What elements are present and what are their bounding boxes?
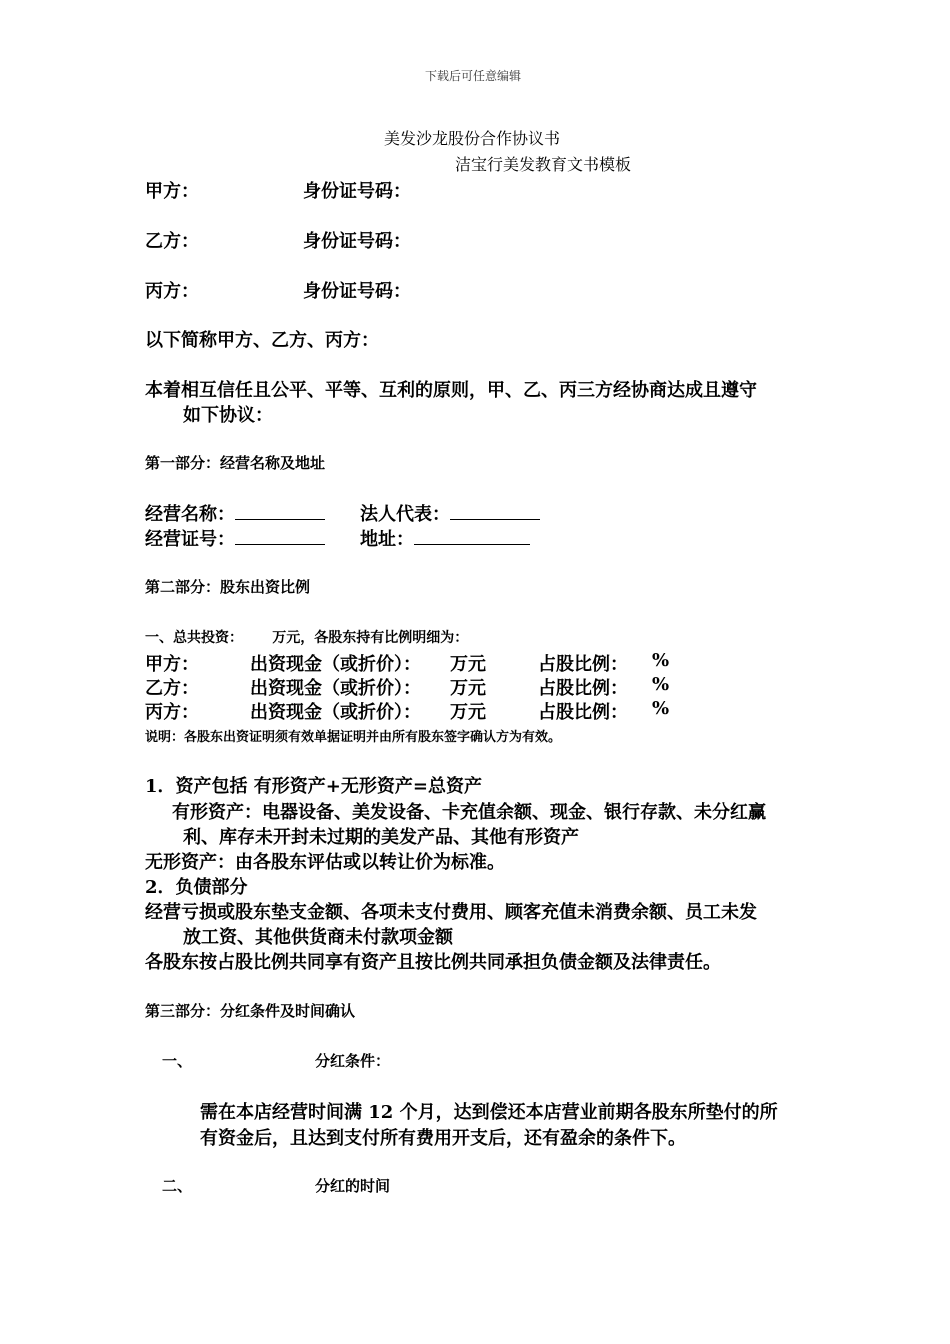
dividend-condition-line-1: 需在本店经营时间满 12 个月，达到偿还本店营业前期各股东所垫付的所: [200, 1102, 778, 1123]
document-subtitle: 洁宝行美发教育文书模板: [455, 155, 632, 174]
tangible-assets-line-2: 利、库存未开封未过期的美发产品、其他有形资产: [183, 827, 579, 848]
share-row-b-unit: 万元: [450, 678, 486, 699]
legal-rep-blank: [450, 504, 540, 520]
part1-title: 第一部分：经营名称及地址: [145, 454, 326, 472]
liabilities-line-1: 经营亏损或股东垫支金额、各项未支付费用、顾客充值未消费余额、员工未发: [145, 902, 757, 923]
address-row: [360, 525, 530, 551]
share-row-a-pct: %: [652, 650, 670, 671]
address-label: 地址：: [360, 529, 414, 550]
share-row-c-unit: 万元: [450, 702, 486, 723]
share-row-a-party: 甲方：: [145, 654, 199, 675]
license-label: 经营证号：: [145, 529, 235, 550]
party-b-label: 乙方：: [145, 231, 199, 252]
share-row-c-ratio: 占股比例：: [538, 702, 628, 723]
intangible-assets-line: 无形资产：由各股东评估或以转让价为标准。: [145, 852, 505, 873]
share-row-c-cash: 出资现金（或折价）：: [250, 702, 421, 723]
party-a-label: 甲方：: [145, 181, 199, 202]
party-a-id-label: 身份证号码：: [303, 181, 411, 202]
assets-item-title: 1．资产包括 有形资产+无形资产=总资产: [145, 776, 482, 797]
part2-title: 第二部分：股东出资比例: [145, 578, 311, 596]
contribution-note: 说明：各股东出资证明须有效单据证明并由所有股东签字确认方为有效。: [145, 730, 562, 745]
shared-liability-line: 各股东按占股比例共同享有资产且按比例共同承担负债金额及法律责任。: [145, 952, 721, 973]
section-2-title: 分红的时间: [315, 1177, 391, 1195]
business-name-label: 经营名称：: [145, 504, 235, 525]
share-row-b-ratio: 占股比例：: [538, 678, 628, 699]
document-title: 美发沙龙股份合作协议书: [384, 129, 561, 148]
party-c-label: 丙方：: [145, 281, 199, 302]
share-row-a-cash: 出资现金（或折价）：: [250, 654, 421, 675]
tangible-assets-line-1: 有形资产：电器设备、美发设备、卡充值余额、现金、银行存款、未分红赢: [172, 802, 766, 823]
share-row-b-pct: %: [652, 674, 670, 695]
section-1-number: 一、: [162, 1052, 193, 1070]
part3-title: 第三部分：分红条件及时间确认: [145, 1002, 356, 1020]
share-row-b-cash: 出资现金（或折价）：: [250, 678, 421, 699]
legal-rep-label: 法人代表：: [360, 504, 450, 525]
license-row: [145, 525, 325, 551]
share-row-b-party: 乙方：: [145, 678, 199, 699]
liabilities-item-title: 2．负债部分: [145, 877, 248, 898]
share-row-c-party: 丙方：: [145, 702, 199, 723]
party-c-id-label: 身份证号码：: [303, 281, 411, 302]
preamble-line-2: 如下协议：: [183, 405, 273, 426]
business-name-blank: [235, 504, 325, 520]
liabilities-line-2: 放工资、其他供货商未付款项金额: [183, 927, 453, 948]
party-b-id-label: 身份证号码：: [303, 231, 411, 252]
abbrev-line: 以下简称甲方、乙方、丙方：: [145, 330, 379, 351]
share-row-a-ratio: 占股比例：: [538, 654, 628, 675]
address-blank: [414, 529, 530, 545]
license-blank: [235, 529, 325, 545]
share-row-c-pct: %: [652, 698, 670, 719]
header-note: 下载后可任意编辑: [425, 69, 522, 83]
business-name-row: [145, 500, 325, 526]
preamble-line-1: 本着相互信任且公平、平等、互利的原则，甲、乙、丙三方经协商达成且遵守: [145, 380, 757, 401]
section-2-number: 二、: [162, 1177, 193, 1195]
legal-rep-row: [360, 500, 540, 526]
total-investment-line: 一、总共投资： 万元，各股东持有比例明细为：: [145, 630, 469, 646]
dividend-condition-line-2: 有资金后，且达到支付所有费用开支后，还有盈余的条件下。: [200, 1128, 686, 1149]
section-1-title: 分红条件：: [315, 1052, 391, 1070]
share-row-a-unit: 万元: [450, 654, 486, 675]
